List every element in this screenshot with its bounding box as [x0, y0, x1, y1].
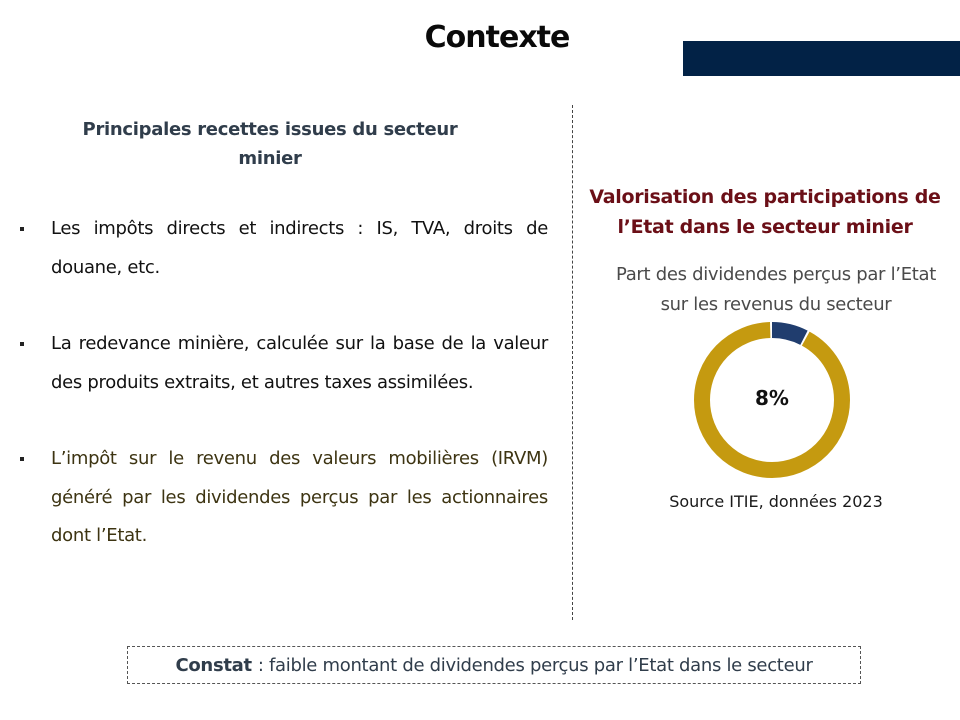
square-bullet-icon — [20, 342, 24, 346]
square-bullet-icon — [20, 227, 24, 231]
list-item — [16, 210, 548, 287]
accent-bar — [683, 41, 960, 76]
conclusion-text: : faible montant de dividendes perçus par l’Etat dans le secteur — [257, 654, 813, 676]
right-section-heading: Valorisation des participations de l’Etat dans le secteur minier — [589, 186, 941, 238]
column-divider — [572, 105, 573, 620]
conclusion-label: Constat — [175, 654, 252, 676]
square-bullet-icon — [20, 457, 24, 461]
donut-center-label: 8% — [755, 386, 789, 410]
list-item-text: L’impôt sur le revenu des valeurs mobilières (IRVM) généré par les dividendes perçus par les actionnaires dont l’Etat. — [51, 448, 548, 546]
conclusion-box — [127, 646, 861, 684]
chart-subtitle: Part des dividendes perçus par l’Etat sur les revenus du secteur — [615, 264, 937, 315]
slide-title: Contexte — [424, 20, 570, 55]
list-item-text: Les impôts directs et indirects : IS, TVA, droits de douane, etc. — [51, 218, 548, 278]
list-item — [16, 440, 548, 556]
list-item-text: La redevance minière, calculée sur la base de la valeur des produits extraits, et autres taxes assimilées. — [51, 333, 548, 393]
revenue-list — [16, 210, 548, 556]
chart-source: Source ITIE, données 2023 — [669, 492, 883, 511]
left-section-heading: Principales recettes issues du secteur minier — [82, 119, 458, 169]
list-item — [16, 325, 548, 402]
